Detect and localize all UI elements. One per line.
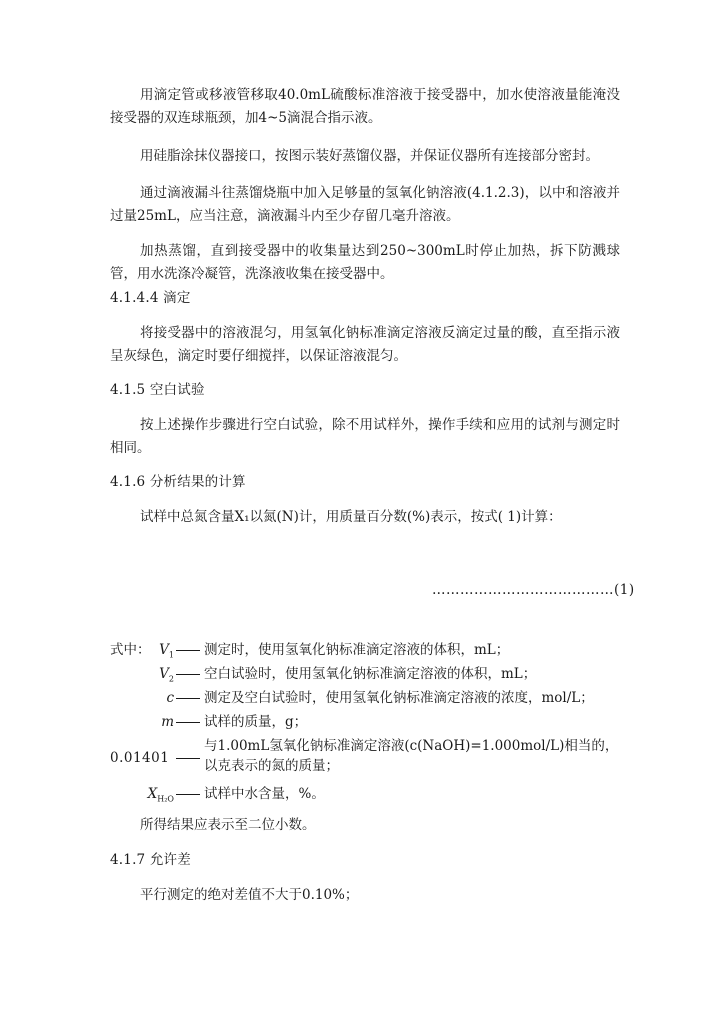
dash-line	[176, 794, 200, 795]
definition-m-text: 试样的质量，g；	[204, 714, 308, 730]
symbol-constant: 0.01401	[110, 750, 170, 766]
dash-line	[176, 722, 200, 723]
heading-blank-test: 4.1.5 空白试验	[110, 382, 205, 398]
dash-line	[176, 698, 200, 699]
paragraph-tolerance: 平行测定的绝对差值不大于0.10%；	[140, 887, 359, 903]
definition-constant-text-line2: 以克表示的氮的质量；	[204, 758, 339, 774]
dash-line	[176, 674, 200, 675]
paragraph-blank-test: 按上述操作步骤进行空白试验，除不用试样外，操作手续和应用的试剂与测定时相同。	[110, 417, 620, 456]
heading-tolerance: 4.1.7 允许差	[110, 852, 191, 868]
symbol-x-h2o: $X_{H_2O}$	[147, 786, 174, 804]
formula-number: …………………………………(1)	[432, 582, 635, 598]
paragraph-add-naoh: 通过滴液漏斗往蒸馏烧瓶中加入足够量的氢氧化钠溶液(4.1.2.3)，以中和溶液并过量25mL，应当注意，滴液漏斗内至少存留几毫升溶液。	[110, 185, 620, 224]
heading-calculation: 4.1.6 分析结果的计算	[110, 474, 246, 490]
definitions-intro-label: 式中：	[110, 642, 151, 658]
paragraph-distillation: 加热蒸馏，直到接受器中的收集量达到250~300mL时停止加热，拆下防溅球管，用水洗涤冷凝管，洗涤液收集在接受器中。	[110, 243, 620, 282]
paragraph-decimal-places: 所得结果应表示至二位小数。	[140, 817, 316, 833]
heading-titration: 4.1.4.4 滴定	[110, 290, 191, 306]
definition-c-text: 测定及空白试验时，使用氢氧化钠标准滴定溶液的浓度，mol/L；	[204, 690, 594, 706]
paragraph-receiver-prep: 用滴定管或移液管移取40.0mL硫酸标准溶液于接受器中，加水使溶液量能淹没接受器的双连球瓶颈，加4~5滴混合指示液。	[110, 87, 620, 126]
symbol-m: m	[161, 714, 174, 730]
definition-v1-text: 测定时，使用氢氧化钠标准滴定溶液的体积，mL；	[204, 642, 510, 658]
symbol-v2: $V_2$	[159, 666, 174, 684]
definition-constant-text-line1: 与1.00mL氢氧化钠标准滴定溶液(c(NaOH)=1.000mol/L)相当的，	[204, 738, 619, 754]
symbol-v1: $V_1$	[159, 642, 174, 660]
dash-line	[176, 758, 200, 759]
dash-line	[176, 650, 200, 651]
symbol-c: c	[166, 690, 174, 706]
paragraph-seal-apparatus: 用硅脂涂抹仪器接口，按图示装好蒸馏仪器，并保证仪器所有连接部分密封。	[140, 148, 599, 164]
definition-x-h2o-text: 试样中水含量，%。	[204, 786, 325, 802]
paragraph-formula-intro: 试样中总氮含量X₁以氮(N)计，用质量百分数(%)表示，按式( 1)计算：	[140, 509, 562, 525]
paragraph-back-titration: 将接受器中的溶液混匀，用氢氧化钠标准滴定溶液反滴定过量的酸，直至指示液呈灰绿色，滴定时要仔细搅拌，以保证溶液混匀。	[110, 325, 620, 364]
definition-v2-text: 空白试验时，使用氢氧化钠标准滴定溶液的体积，mL；	[204, 666, 537, 682]
